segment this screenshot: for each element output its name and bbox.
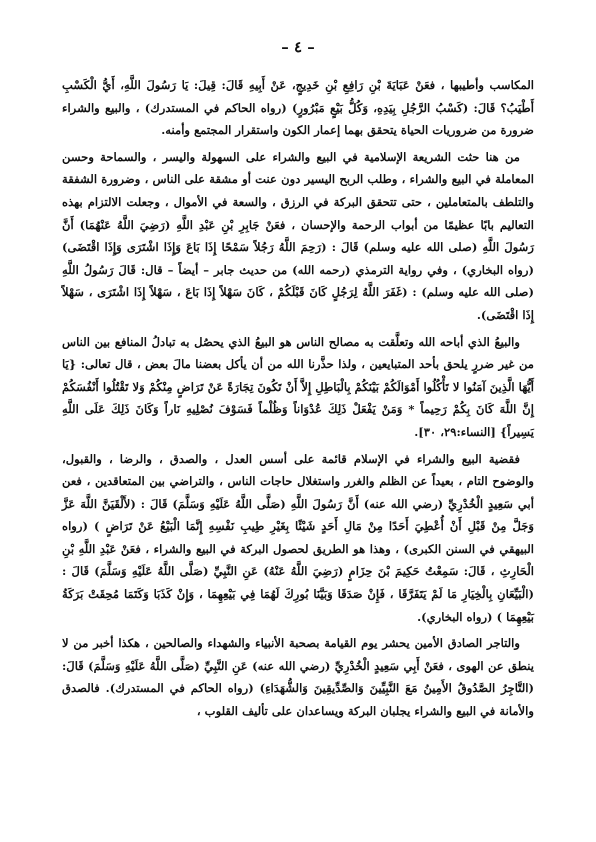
paragraph-2: من هنا حثت الشريعة الإسلامية في البيع والشراء على السهولة واليسر ، والسماحة وحسن المعاملة في البيع والشراء ، وطلب الربح اليسير دون عنت أو مشقة على الناس ، وضرورة الشفقة والتلطف بالمتعاملين ، حتى تتحقق البركة في الرزق ، والسعة في الأموال ، وجعلت الالتزام بهذه التعاليم بابًا عظيمًا من أبواب الرحمة والإحسان ، فعَنْ جَابِرِ بْنِ عَبْدِ اللَّهِ (رَضِيَ اللَّهُ عَنْهُمَا) أَنَّ رَسُولَ اللَّهِ (صلى الله عليه وسلم) قَالَ : (رَحِمَ اللَّهُ رَجُلاً سَمْحًا إِذَا بَاعَ وَإِذَا اشْتَرَى وَإِذَا اقْتَضَى) (رواه البخاري) ، وفي رواية الترمذي (رحمه الله) من حديث جابر – أيضاً – قال: قَالَ رَسُولُ اللَّهِ (صلى الله عليه وسلم) : (غَفَرَ اللَّهُ لِرَجُلٍ كَانَ قَبْلَكُمْ ، كَانَ سَهْلاً إِذَا بَاعَ ، سَهْلاً إِذَا اشْتَرَى ، سَهْلاً إِذَا اقْتَضَى). [62,149,534,322]
page-number: – ٤ – [281,38,315,56]
paragraph-4: فقضية البيع والشراء في الإسلام قائمة على أسس العدل ، والصدق ، والرضا ، والقبول، والوضوح التام ، بعيداً عن الظلم والغرر واستغلال حاجات الناس ، والتراضي بين المتعاقدين ، فعن أبي سَعِيدٍ الْخُدْرِيِّ (رضي الله عنه) أَنَّ رَسُولَ اللَّهِ (صَلَّى اللَّهُ عَلَيْهِ وَسَلَّمَ) قَالَ : (لأَلْقَيَنَّ اللَّهَ عَزَّ وَجَلَّ مِنْ قَبْلِ أَنْ أُعْطِيَ أَحَدًا مِنْ مَالِ أَحَدٍ شَيْئًا بِغَيْرِ طِيبِ نَفْسِهِ إِنَّمَا الْبَيْعُ عَنْ تَرَاضٍ ) (رواه البيهقي في السنن الكبرى) ، وهذا هو الطريق لحصول البركة في البيع والشراء ، فعَنْ عَبْدِ اللَّهِ بْنِ الْحَارِثِ ، قَالَ: سَمِعْتُ حَكِيمَ بْنَ حِزَامٍ (رَضِيَ اللَّهُ عَنْهُ) عَنِ النَّبِيِّ (صَلَّى اللَّهُ عَلَيْهِ وَسَلَّمَ) قَالَ : (الْبَيِّعَانِ بِالْخِيَارِ مَا لَمْ يَتَفَرَّقَا ، فَإِنْ صَدَقَا وَبَيَّنَا بُورِكَ لَهُمَا فِي بَيْعِهِمَا ، وَإِنْ كَذَبَا وَكَتَمَا مُحِقَتْ بَرَكَةُ بَيْعِهِمَا ) (رواه البخاري). [62,451,534,624]
body-text [62,74,534,723]
paragraph-5: والتاجر الصادق الأمين يحشر يوم القيامة بصحبة الأنبياء والشهداء والصالحين ، هكذا أخبر من لا ينطق عن الهوى ، فعَنْ أَبِي سَعِيدٍ الْخُدْرِيِّ (رضي الله عنه) عَنِ النَّبِيِّ (صَلَّى اللَّهُ عَلَيْهِ وَسَلَّمَ) قَالَ: (التَّاجِرُ الصَّدُوقُ الأَمِينُ مَعَ النَّبِيِّينَ وَالصِّدِّيقِينَ وَالشُّهَدَاءِ) (رواه الحاكم في المستدرك). فالصدق والأمانة في البيع والشراء يجلبان البركة ويساعدان على تأليف القلوب ، [62,636,534,719]
paragraph-1: المكاسب وأطيبها ، فعَنْ عَبَايَةَ بْنِ رَافِعِ بْنِ خَدِيجٍ، عَنْ أَبِيهِ قَالَ: قِيلَ: يَا رَسُولَ اللَّهِ، أَيُّ الْكَسْبِ أَطْيَبُ؟ قَالَ: (كَسْبُ الرَّجُلِ بِيَدِهِ، وَكُلُّ بَيْعٍ مَبْرُورٍ) (رواه الحاكم في المستدرك) ، والبيع والشراء ضرورة من ضروريات الحياة يتحقق بهما إعمار الكون واستقرار المجتمع وأمنه. [62,78,534,138]
paragraph-3: والبيعُ الذي أباحه الله وتعلَّقت به مصالح الناس هو البيعُ الذي يحصُل به تبادلُ المنافع بين الناس من غير ضررٍ يلحق بأحد المتبايعين ، ولذا حذَّرنا الله من أن يأكل بعضنا مالَ بعض ، قال تعالى: {يَا أَيُّهَا الَّذِينَ آمَنُوا لا تَأْكُلُوا أَمْوَالَكُمْ بَيْنَكُمْ بِالْبَاطِلِ إِلاَّ أَنْ تَكُونَ تِجَارَةً عَنْ تَرَاضٍ مِنْكُمْ وَلا تَقْتُلُوا أَنْفُسَكُمْ إِنَّ اللَّهَ كَانَ بِكُمْ رَحِيماً * وَمَنْ يَفْعَلْ ذَلِكَ عُدْوَاناً وَظُلْماً فَسَوْفَ نُصْلِيهِ نَاراً وَكَانَ ذَلِكَ عَلَى اللَّهِ يَسِيراً} [النساء:٢٩، ٣٠]. [62,334,534,439]
